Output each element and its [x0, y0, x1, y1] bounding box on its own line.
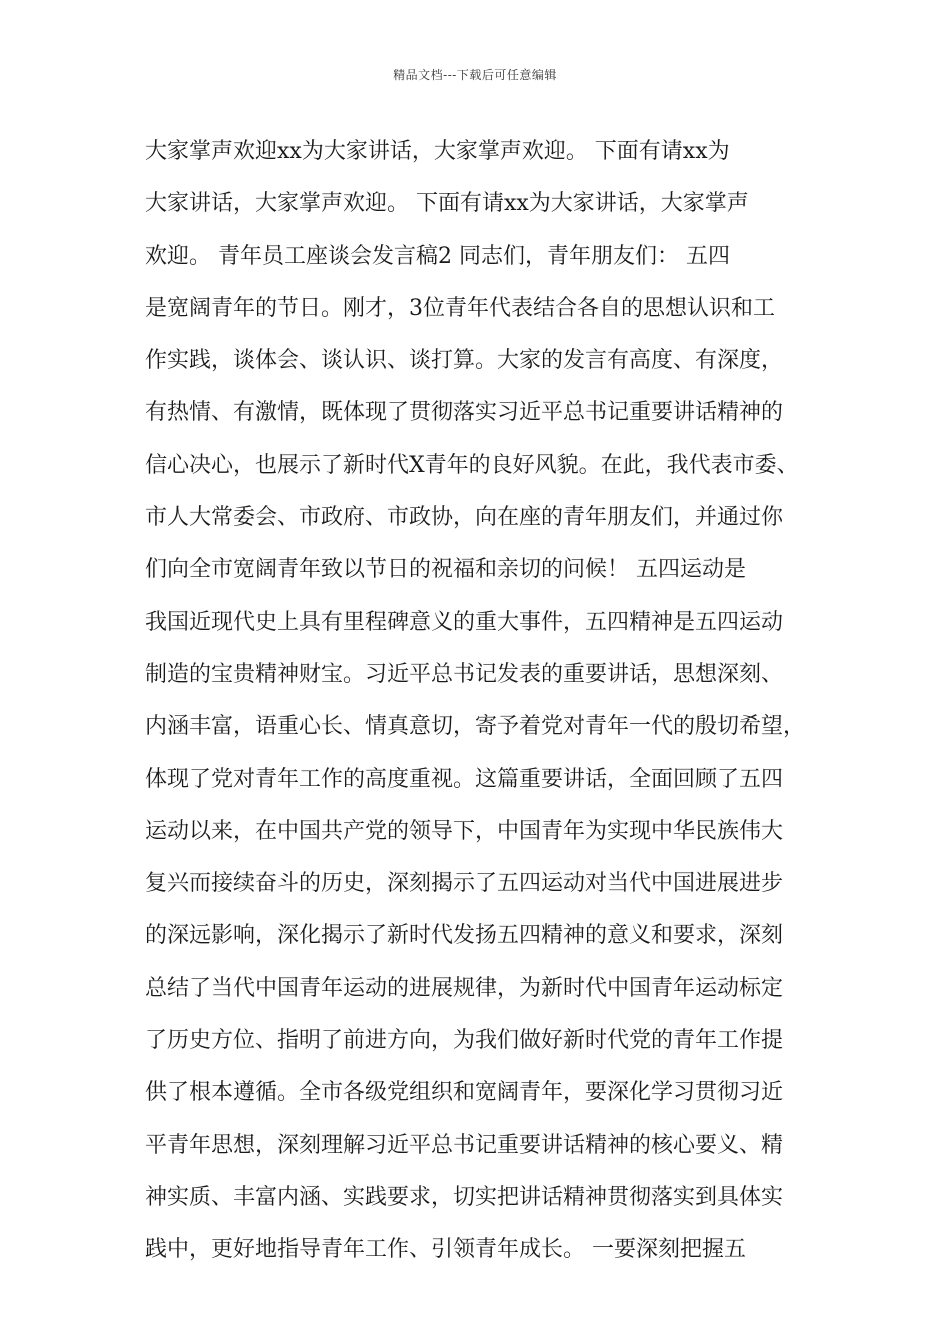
text-line: 大家讲话，大家掌声欢迎。 下面有请xx为大家讲话，大家掌声: [145, 191, 749, 217]
text-line: 复兴而接续奋斗的历史，深刻揭示了五四运动对当代中国进展进步: [145, 871, 784, 897]
text-line: 作实践，谈体会、谈认识、谈打算。大家的发言有高度、有深度，: [145, 348, 784, 374]
text-line: 内涵丰富，语重心长、情真意切，寄予着党对青年一代的殷切希望，: [145, 714, 806, 740]
text-line: 市人大常委会、市政府、市政协，向在座的青年朋友们，并通过你: [145, 505, 784, 531]
text-line: 运动以来，在中国共产党的领导下，中国青年为实现中华民族伟大: [145, 818, 784, 844]
body-text: [145, 134, 825, 1285]
text-line: 们向全市宽阔青年致以节日的祝福和亲切的问候！ 五四运动是: [145, 557, 746, 583]
text-line: 平青年思想，深刻理解习近平总书记重要讲话精神的核心要义、精: [145, 1132, 784, 1158]
text-line: 欢迎。 青年员工座谈会发言稿2 同志们，青年朋友们： 五四: [145, 243, 730, 269]
text-line: 是宽阔青年的节日。刚才，3位青年代表结合各自的思想认识和工: [145, 295, 775, 321]
text-line: 体现了党对青年工作的高度重视。这篇重要讲话，全面回顾了五四: [145, 766, 784, 792]
text-line: 总结了当代中国青年运动的进展规律，为新时代中国青年运动标定: [145, 975, 784, 1001]
text-line: 信心决心，也展示了新时代X青年的良好风貌。在此，我代表市委、: [145, 452, 799, 478]
text-line: 神实质、丰富内涵、实践要求，切实把讲话精神贯彻落实到具体实: [145, 1184, 784, 1210]
text-line: 供了根本遵循。全市各级党组织和宽阔青年，要深化学习贯彻习近: [145, 1080, 784, 1106]
text-line: 了历史方位、指明了前进方向，为我们做好新时代党的青年工作提: [145, 1028, 784, 1054]
text-line: 有热情、有激情，既体现了贯彻落实习近平总书记重要讲话精神的: [145, 400, 784, 426]
text-line: 我国近现代史上具有里程碑意义的重大事件，五四精神是五四运动: [145, 609, 784, 635]
text-line: 践中，更好地指导青年工作、引领青年成长。 一要深刻把握五: [145, 1237, 746, 1263]
text-line: 的深远影响，深化揭示了新时代发扬五四精神的意义和要求，深刻: [145, 923, 784, 949]
text-line: 大家掌声欢迎xx为大家讲话，大家掌声欢迎。 下面有请xx为: [145, 139, 730, 164]
page-header: 精品文档---下载后可任意编辑: [393, 68, 557, 82]
text-line: 制造的宝贵精神财宝。习近平总书记发表的重要讲话，思想深刻、: [145, 661, 784, 687]
